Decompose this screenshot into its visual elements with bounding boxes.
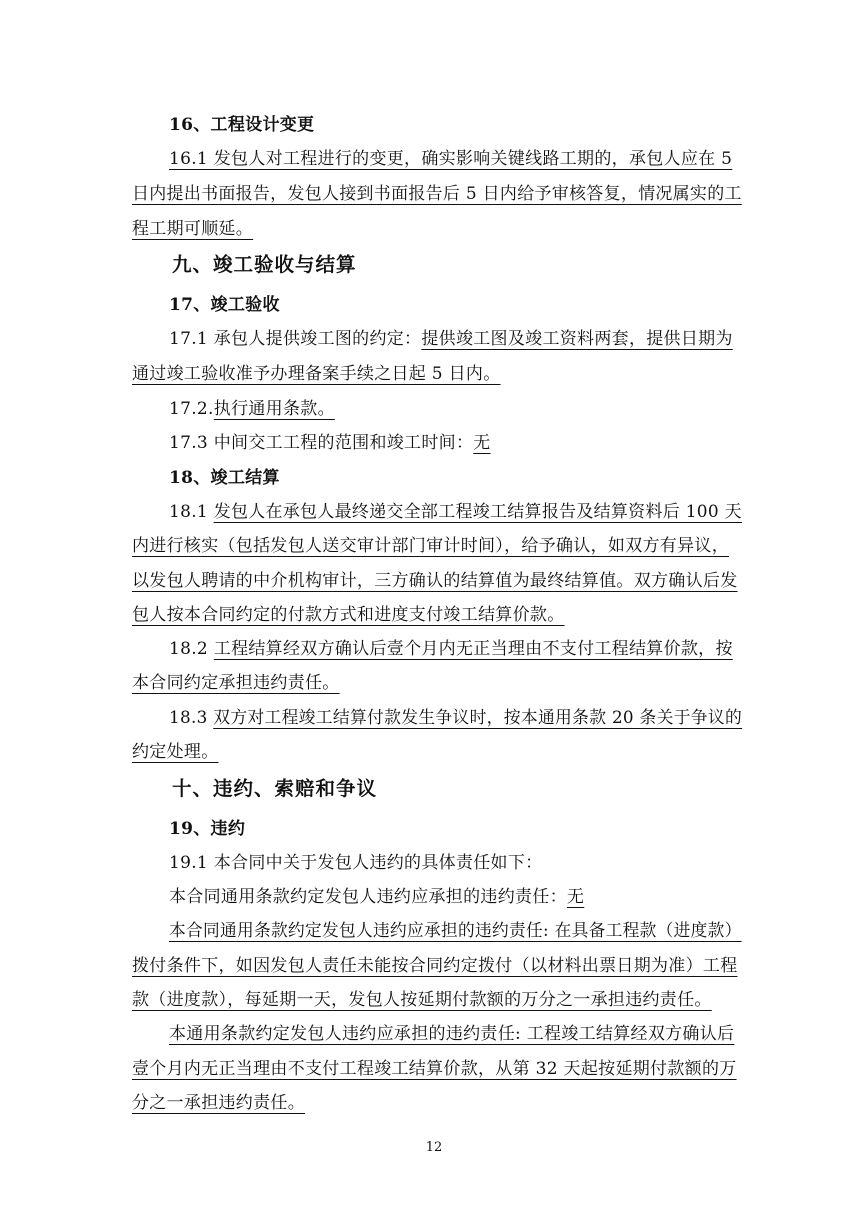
para-17-3-value: 无 — [473, 433, 491, 453]
para-18-1-prefix: 18.1 — [169, 502, 214, 522]
para-18-2-line-2: 本合同约定承担违约责任。 — [132, 673, 340, 693]
para-19-1-c-line-3: 分之一承担违约责任。 — [132, 1093, 305, 1113]
para-19-1-b-line-1: 本合同通用条款约定发包人违约应承担的违约责任: 在具备工程款（进度款） — [169, 921, 742, 941]
para-18-1-line-4: 包人按本合同约定的付款方式和进度支付竣工结算价款。 — [132, 605, 565, 625]
section-19-heading: 19、违约 — [169, 819, 246, 839]
chapter-10-heading: 十、违约、索赔和争议 — [172, 777, 378, 800]
para-17-3-prefix: 17.3 中间交工工程的范围和竣工时间： — [169, 433, 474, 453]
para-19-1-a-prefix: 本合同通用条款约定发包人违约应承担的违约责任： — [169, 887, 567, 907]
para-19-1: 19.1 本合同中关于发包人违约的具体责任如下： — [169, 853, 543, 873]
para-19-1-b-line-2: 拨付条件下，如因发包人责任未能按合同约定拨付（以材料出票日期为准）工程 — [132, 956, 738, 976]
section-16-heading: 16、工程设计变更 — [169, 115, 315, 135]
para-17-2 — [169, 397, 335, 421]
section-18-heading: 18、竣工结算 — [169, 468, 280, 488]
para-18-2-value-1: 工程结算经双方确认后壹个月内无正当理由不支付工程结算价款，按 — [213, 639, 733, 659]
chapter-9-heading: 九、竣工验收与结算 — [172, 253, 357, 276]
para-18-2-line-1 — [169, 637, 733, 661]
page-number: 12 — [425, 1140, 443, 1155]
para-17-3 — [169, 431, 491, 455]
para-17-2-prefix: 17.2. — [169, 399, 214, 419]
para-17-1-line-1 — [169, 327, 733, 351]
para-18-1-line-3: 以发包人聘请的中介机构审计，三方确认的结算值为最终结算值。双方确认后发 — [132, 571, 738, 591]
para-17-2-value: 执行通用条款。 — [213, 399, 335, 419]
para-16-1-line-3: 程工期可顺延。 — [132, 219, 254, 239]
para-19-1-a — [169, 885, 584, 909]
para-17-1-value-1: 提供竣工图及竣工资料两套，提供日期为 — [421, 329, 733, 349]
para-17-1-prefix: 17.1 承包人提供竣工图的约定： — [169, 329, 422, 349]
para-16-1-line-1: 16.1 发包人对工程进行的变更，确实影响关键线路工期的，承包人应在 5 — [169, 149, 733, 169]
para-19-1-b-line-3: 款（进度款），每延期一天，发包人按延期付款额的万分之一承担违约责任。 — [132, 990, 712, 1010]
para-18-3-value-1: 双方对工程竣工结算付款发生争议时，按本通用条款 20 条关于争议的 — [213, 708, 743, 728]
section-17-heading: 17、竣工验收 — [169, 295, 280, 315]
para-18-3-line-1 — [169, 706, 742, 730]
para-18-1-value-1: 发包人在承包人最终递交全部工程竣工结算报告及结算资料后 100 天 — [213, 502, 742, 522]
para-18-1-line-2: 内进行核实（包括发包人送交审计部门审计时间），给予确认，如双方有异议， — [132, 536, 729, 556]
para-18-3-line-2: 约定处理。 — [132, 742, 219, 762]
para-16-1-line-2: 日内提出书面报告，发包人接到书面报告后 5 日内给予审核答复，情况属实的工 — [132, 184, 742, 204]
para-18-3-prefix: 18.3 — [169, 708, 214, 728]
para-17-1-line-2: 通过竣工验收准予办理备案手续之日起 5 日内。 — [132, 364, 501, 384]
para-19-1-c-line-1: 本通用条款约定发包人违约应承担的违约责任: 工程竣工结算经双方确认后 — [169, 1024, 735, 1044]
para-18-2-prefix: 18.2 — [169, 639, 214, 659]
para-18-1-line-1 — [169, 500, 742, 524]
para-19-1-a-value: 无 — [566, 887, 585, 907]
para-19-1-c-line-2: 壹个月内无正当理由不支付工程竣工结算价款，从第 32 天起按延期付款额的万 — [132, 1059, 737, 1079]
